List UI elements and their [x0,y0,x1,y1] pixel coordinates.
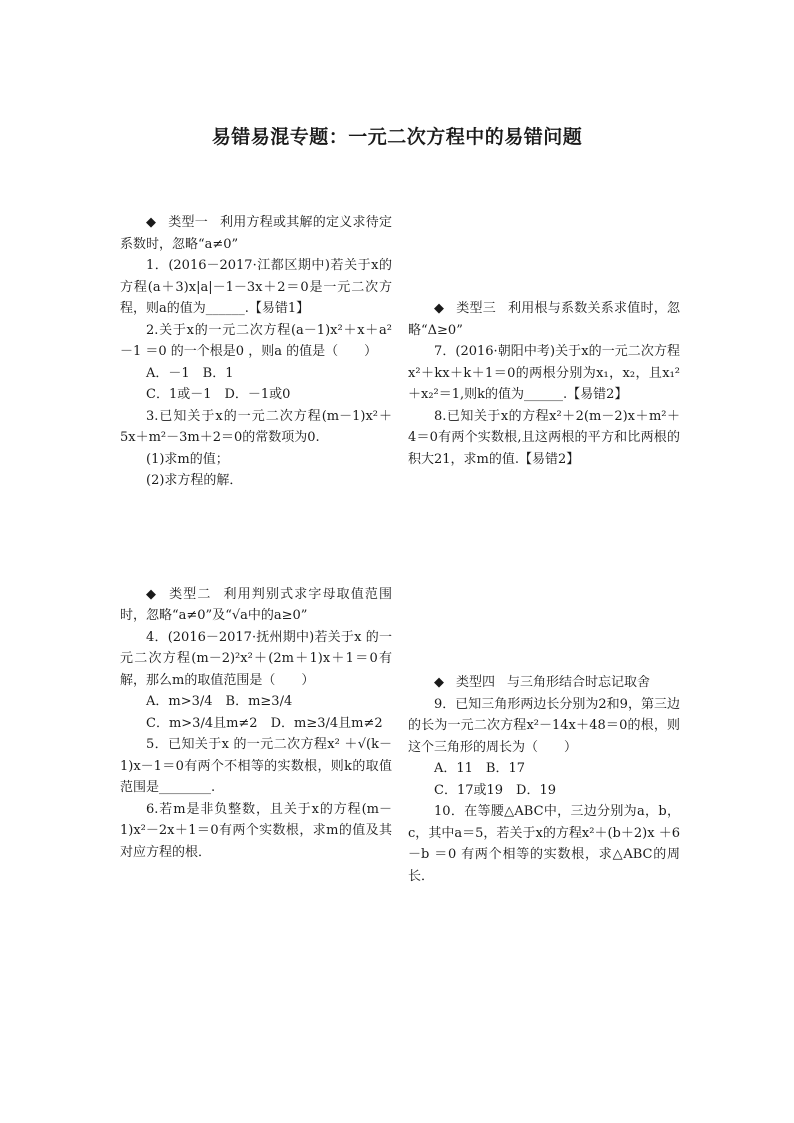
question-6: 6.若m是非负整数，且关于x的方程(m－1)x²－2x＋1＝0有两个实数根，求m的值及其对应方程的根． [120,801,392,860]
question-10: 10．在等腰△ABC中，三边分别为a，b，c，其中a＝5，若关于x的方程x²＋(b＋2)x ＋6 －b ＝0 有两个相等的实数根，求△ABC的周长． [408,804,680,884]
section-label-1: 类型一 [168,215,208,230]
question-3: 3.已知关于x的一元二次方程(m－1)x²＋5x＋m²－3m＋2＝0的常数项为0. [120,408,392,445]
question-9-options-b: C．17或19 D．19 [434,782,556,798]
section-text-3: 利用根与系数关系求值时，忽略“Δ≥0” [408,301,680,338]
question-2: 2.关于x的一元二次方程(a－1)x²＋x＋a² －1 ＝0 的一个根是0 ，则a 的值是（ ） [120,322,392,359]
question-8: 8.已知关于x的方程x²＋2(m－2)x＋m²＋4＝0有两个实数根,且这两根的平方和比两根的积大21，求m的值.【易错2】 [408,408,680,467]
question-3-part-1: (1)求m的值； [146,451,229,467]
section-heading-1 [120,212,392,255]
question-3-part-2: (2)求方程的解． [146,473,243,488]
section-text-2: 利用判别式求字母取值范围时，忽略“a≠0”及“√a中的a≥0” [120,586,392,623]
question-1: 1．(2016－2017·江都区期中)若关于x的方程(a＋3)x|a|－1－3x＋2＝0是一元二次方程，则a的值为______.【易错1】 [120,258,392,316]
section-heading-2 [120,584,392,627]
right-column-lower [408,672,680,887]
section-heading-4 [408,672,680,694]
section-text-4: 与三角形结合时忘记取舍 [507,675,651,690]
right-column [408,298,680,470]
section-label-2: 类型二 [169,586,212,602]
question-2-options-a: A．－1 B．1 [146,365,234,381]
question-7: 7．(2016·朝阳中考)关于x的一元二次方程x²＋kx＋k＋1＝0的两根分别为x₁，x₂，且x₁²＋x₂²＝1,则k的值为______.【易错2】 [408,344,680,402]
question-4-options-a: A．m>3/4 B．m≥3/4 [146,694,293,709]
diamond-bullet-icon: ◆ [146,215,157,230]
question-5: 5．已知关于x 的一元二次方程x² ＋√(k－1)x－1＝0有两个不相等的实数根，则k的取值范围是________. [120,737,392,795]
section-heading-3 [408,298,680,341]
section-text-1: 利用方程或其解的定义求待定系数时，忽略“a≠0” [120,215,392,252]
diamond-bullet-icon: ◆ [146,586,158,602]
question-4-options-b: C．m>3/4且m≠2 D．m≥3/4且m≠2 [146,715,383,731]
question-9: 9．已知三角形两边长分别为2和9，第三边的长为一元二次方程x²－14x＋48＝0的根，则这个三角形的周长为（ ） [408,696,680,755]
question-2-options-b: C．1或－1 D．－1或0 [146,387,291,402]
question-9-options-a: A．11 B．17 [434,761,526,776]
question-4: 4．(2016－2017·抚州期中)若关于x 的一元二次方程(m－2)²x²＋(2m＋1)x＋1＝0有解，那么m的取值范围是（ ） [120,629,392,688]
left-column [120,212,392,863]
diamond-bullet-icon: ◆ [434,675,444,690]
diamond-bullet-icon: ◆ [434,301,445,316]
page-title: 易错易混专题：一元二次方程中的易错问题 [211,126,583,148]
section-label-4: 类型四 [456,675,496,690]
answer-space [120,492,392,584]
section-label-3: 类型三 [456,301,496,316]
